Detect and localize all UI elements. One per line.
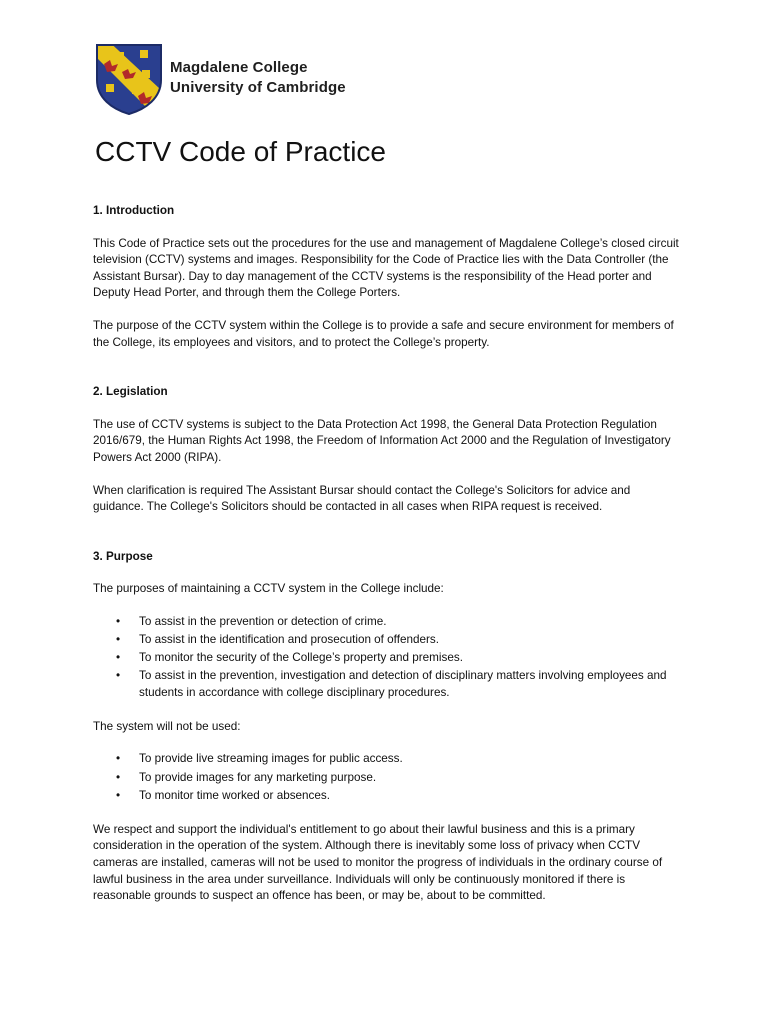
bullet-icon: • bbox=[116, 752, 121, 766]
college-crest-icon bbox=[94, 42, 164, 116]
college-name bbox=[170, 58, 346, 98]
bullet-icon: • bbox=[116, 788, 121, 802]
page-title: CCTV Code of Practice bbox=[95, 136, 386, 167]
bullet-icon: • bbox=[116, 614, 121, 628]
purpose-uses-list bbox=[93, 614, 683, 701]
bullet-icon: • bbox=[116, 651, 121, 665]
purpose-closing-paragraph: We respect and support the individual's entitlement to go about their lawful business and this is a primary consideration in the operation of the system. Although there is inevitably some loss of privacy when CCTV cameras are installed, cameras will not be used to monitor the progress of individuals in the ordinary course of lawful business in the area under surveillance. Individuals will only be continuously monitored if there is reasonable grounds to suspect an offence has been, or may be, about to be committed. bbox=[93, 822, 663, 903]
list-item: • To assist in the prevention, investigation and detection of disciplinary matters involving employees and students in accordance with college disciplinary procedures. bbox=[116, 669, 667, 699]
document-body bbox=[93, 203, 683, 905]
legislation-paragraph-1: The use of CCTV systems is subject to the Data Protection Act 1998, the General Data Protection Regulation 2016/679, the Human Rights Act 1998, the Freedom of Information Act 2000 and the Regulation of Investigatory Powers Act 2000 (RIPA). bbox=[93, 417, 671, 464]
purpose-intro: The purposes of maintaining a CCTV system in the College include: bbox=[93, 582, 444, 596]
bullet-icon: • bbox=[116, 770, 121, 784]
introduction-paragraph-2: The purpose of the CCTV system within the College is to provide a safe and secure environment for members of the College, its employees and visitors, and to protect the College’s property. bbox=[93, 318, 674, 349]
section-heading-purpose: 3. Purpose bbox=[93, 549, 153, 563]
list-item: • To provide images for any marketing purpose. bbox=[93, 770, 683, 787]
college-name-line2: University of Cambridge bbox=[170, 79, 346, 96]
list-item: • To assist in the identification and prosecution of offenders. bbox=[93, 632, 683, 649]
purpose-not-uses-list bbox=[93, 751, 683, 804]
section-heading-legislation: 2. Legislation bbox=[93, 385, 168, 399]
introduction-paragraph-1: This Code of Practice sets out the procedures for the use and management of Magdalene College’s closed circuit television (CCTV) systems and images. Responsibility for the Code of Practice lies with the Data Controller (the Assistant Bursar). Day to day management of the CCTV systems is the responsibility of the Head porter and Deputy Head Porter, and through them the College Porters. bbox=[93, 236, 679, 300]
list-item: • To provide live streaming images for public access. bbox=[93, 751, 683, 768]
list-item: • To assist in the prevention or detection of crime. bbox=[93, 614, 683, 631]
section-heading-introduction: 1. Introduction bbox=[93, 204, 175, 217]
list-item: • To monitor time worked or absences. bbox=[93, 788, 683, 805]
college-name-line1: Magdalene College bbox=[170, 59, 308, 76]
bullet-icon: • bbox=[116, 633, 121, 646]
legislation-paragraph-2: When clarification is required The Assistant Bursar should contact the College's Solicitors for advice and guidance. The College's Solicitors should be contacted in all cases when RIPA request is received. bbox=[93, 483, 631, 514]
not-used-intro: The system will not be used: bbox=[93, 719, 241, 733]
bullet-icon: • bbox=[116, 669, 121, 683]
list-item: • To monitor the security of the College’s property and premises. bbox=[93, 650, 683, 667]
